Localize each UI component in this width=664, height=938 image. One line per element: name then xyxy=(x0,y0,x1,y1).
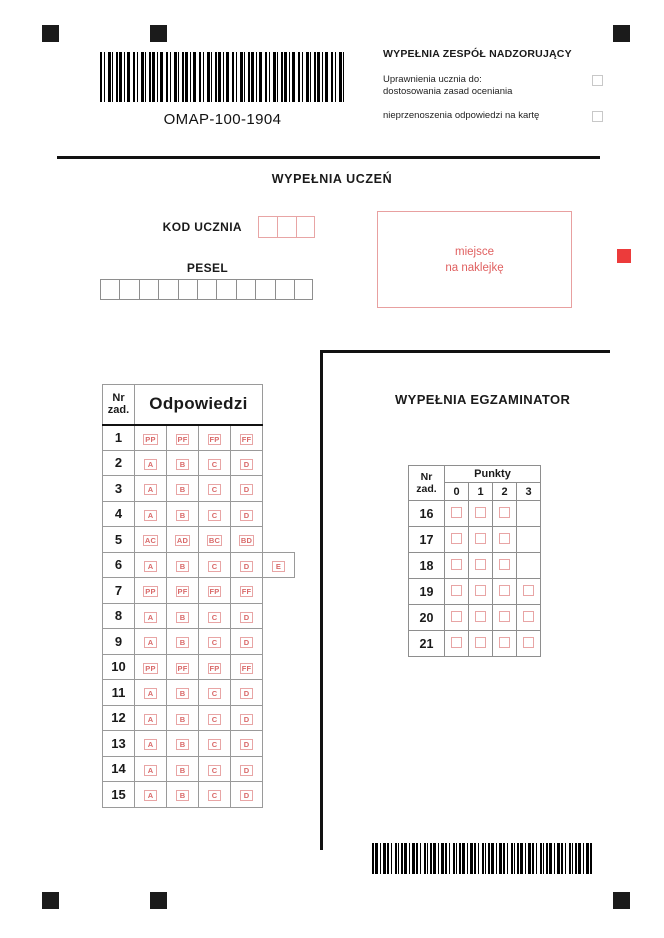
answer-option-cell[interactable] xyxy=(199,654,231,680)
supervisor-row-accommodations xyxy=(383,74,603,97)
answers-table-row xyxy=(103,527,295,553)
points-table-row xyxy=(409,579,541,605)
points-score-cell[interactable] xyxy=(445,605,469,631)
student-section-heading: WYPEŁNIA UCZEŃ xyxy=(271,172,393,186)
answer-option-cell[interactable] xyxy=(167,552,199,578)
sticker-placeholder-text xyxy=(445,244,503,276)
answer-option-box[interactable]: C xyxy=(208,612,221,623)
points-score-cell[interactable] xyxy=(493,553,517,579)
answer-option-cell-empty xyxy=(263,425,295,451)
points-row-number: 18 xyxy=(409,553,445,579)
answer-option-cell[interactable] xyxy=(167,756,199,782)
answer-option-cell[interactable] xyxy=(135,425,167,451)
points-score-cell[interactable] xyxy=(469,605,493,631)
answer-option-cell[interactable] xyxy=(231,629,263,655)
answers-row-number: 9 xyxy=(103,629,135,655)
answer-option-cell[interactable] xyxy=(199,527,231,553)
answer-option-cell[interactable] xyxy=(167,501,199,527)
answer-option-box[interactable]: BD xyxy=(240,536,253,546)
answer-option-box[interactable]: A xyxy=(144,688,157,699)
points-column-header: 2 xyxy=(493,483,517,501)
points-checkbox[interactable] xyxy=(451,533,462,544)
points-score-cell[interactable] xyxy=(469,579,493,605)
pesel-label: PESEL xyxy=(186,261,229,275)
answer-option-cell[interactable] xyxy=(135,552,167,578)
answer-option-cell-empty xyxy=(263,782,295,808)
answer-option-box[interactable]: B xyxy=(176,510,189,521)
points-checkbox[interactable] xyxy=(523,585,534,596)
answer-option-cell[interactable] xyxy=(199,578,231,604)
points-row-number: 20 xyxy=(409,605,445,631)
answer-option-box[interactable]: FP xyxy=(209,587,220,597)
answer-option-box[interactable]: B xyxy=(176,688,189,699)
points-score-cell[interactable] xyxy=(445,579,469,605)
answer-option-box[interactable]: D xyxy=(240,765,253,776)
supervisor-row-label-line1: Uprawnienia ucznia do: xyxy=(383,74,482,85)
answer-option-cell[interactable] xyxy=(167,603,199,629)
points-score-cell[interactable] xyxy=(469,501,493,527)
answer-option-cell[interactable] xyxy=(231,654,263,680)
pesel-cell[interactable] xyxy=(178,279,197,300)
points-score-cell[interactable] xyxy=(493,527,517,553)
answer-option-cell-empty xyxy=(263,756,295,782)
answer-option-cell[interactable] xyxy=(135,578,167,604)
answer-option-cell-empty xyxy=(263,680,295,706)
answer-option-box[interactable]: B xyxy=(176,612,189,623)
points-score-cell[interactable] xyxy=(517,605,541,631)
registration-mark-bottom-right xyxy=(613,892,630,909)
answer-option-box[interactable]: B xyxy=(176,561,189,572)
answers-row-number: 4 xyxy=(103,501,135,527)
supervisor-title: WYPEŁNIA ZESPÓŁ NADZORUJĄCY xyxy=(383,48,572,60)
points-score-cell-empty xyxy=(517,527,541,553)
answers-table-row xyxy=(103,425,295,451)
answer-option-box[interactable]: PF xyxy=(177,663,188,673)
points-row-number: 17 xyxy=(409,527,445,553)
answer-option-box[interactable]: D xyxy=(240,459,253,470)
answer-option-cell[interactable] xyxy=(135,629,167,655)
answer-option-cell[interactable] xyxy=(231,782,263,808)
points-score-cell[interactable] xyxy=(493,631,517,657)
points-checkbox[interactable] xyxy=(475,559,486,570)
answers-table-row xyxy=(103,756,295,782)
horizontal-divider xyxy=(57,156,600,159)
answer-option-box[interactable]: B xyxy=(176,790,189,801)
answer-option-box[interactable]: A xyxy=(144,739,157,750)
points-column-header: 3 xyxy=(517,483,541,501)
answer-option-cell[interactable] xyxy=(135,527,167,553)
points-checkbox[interactable] xyxy=(451,637,462,648)
registration-mark-bottom-left xyxy=(42,892,59,909)
supervisor-row-label-line1: nieprzenoszenia odpowiedzi na kartę xyxy=(383,110,540,121)
points-score-cell[interactable] xyxy=(469,553,493,579)
answer-option-cell[interactable] xyxy=(231,552,263,578)
answer-option-box[interactable]: PP xyxy=(145,587,156,597)
points-table-body xyxy=(409,501,541,657)
answers-table-row xyxy=(103,705,295,731)
answers-row-number: 11 xyxy=(103,680,135,706)
points-score-cell[interactable] xyxy=(493,579,517,605)
points-checkbox[interactable] xyxy=(499,611,510,622)
answer-option-box[interactable]: A xyxy=(144,790,157,801)
points-checkbox[interactable] xyxy=(451,507,462,518)
answers-table-row xyxy=(103,680,295,706)
answer-option-cell[interactable] xyxy=(167,476,199,502)
answer-option-cell[interactable] xyxy=(167,450,199,476)
pesel-cell[interactable] xyxy=(100,279,119,300)
pesel-cell[interactable] xyxy=(119,279,138,300)
points-score-cell-empty xyxy=(517,553,541,579)
answers-row-number: 12 xyxy=(103,705,135,731)
answer-option-box[interactable]: PF xyxy=(177,587,188,597)
answer-option-box[interactable]: B xyxy=(176,739,189,750)
answer-option-cell[interactable] xyxy=(135,476,167,502)
points-score-cell[interactable] xyxy=(469,527,493,553)
answer-option-box[interactable]: D xyxy=(240,688,253,699)
answer-option-box[interactable]: C xyxy=(208,510,221,521)
kod-ucznia-label: KOD UCZNIA xyxy=(162,220,242,234)
answer-option-cell[interactable] xyxy=(263,552,295,578)
answer-option-cell-empty xyxy=(263,705,295,731)
points-table-head xyxy=(409,466,541,501)
answer-option-box[interactable]: C xyxy=(208,637,221,648)
points-checkbox[interactable] xyxy=(451,559,462,570)
supervisor-checkbox-no-transfer[interactable] xyxy=(592,111,603,122)
answer-option-box[interactable]: B xyxy=(176,484,189,495)
answer-option-box[interactable]: D xyxy=(240,739,253,750)
answers-row-number: 7 xyxy=(103,578,135,604)
points-header-nr-line2: zad. xyxy=(416,483,437,495)
points-header-nr-line1: Nr xyxy=(420,471,433,483)
supervisor-row-label xyxy=(383,110,539,122)
answer-option-box[interactable]: D xyxy=(240,561,253,572)
answers-table xyxy=(102,384,295,808)
answer-option-cell[interactable] xyxy=(231,756,263,782)
points-score-cell[interactable] xyxy=(517,579,541,605)
answer-option-cell[interactable] xyxy=(199,603,231,629)
points-row-number: 19 xyxy=(409,579,445,605)
answer-option-cell[interactable] xyxy=(135,603,167,629)
points-checkbox[interactable] xyxy=(523,637,534,648)
answer-option-cell[interactable] xyxy=(167,425,199,451)
pesel-cell[interactable] xyxy=(236,279,255,300)
answers-table-row xyxy=(103,501,295,527)
answers-table-row xyxy=(103,578,295,604)
answer-option-cell[interactable] xyxy=(167,527,199,553)
answers-header-row xyxy=(103,385,295,425)
answer-option-box[interactable]: B xyxy=(176,714,189,725)
points-checkbox[interactable] xyxy=(499,507,510,518)
points-checkbox[interactable] xyxy=(475,507,486,518)
answer-option-cell[interactable] xyxy=(199,680,231,706)
supervisor-panel xyxy=(383,48,603,135)
points-column-header: 0 xyxy=(445,483,469,501)
pesel-cell[interactable] xyxy=(294,279,313,300)
answer-option-box[interactable]: A xyxy=(144,765,157,776)
answer-option-box[interactable]: B xyxy=(176,765,189,776)
answer-option-cell-empty xyxy=(263,603,295,629)
answer-option-box[interactable]: C xyxy=(208,561,221,572)
answer-option-cell[interactable] xyxy=(199,629,231,655)
answers-header-nr-line2: zad. xyxy=(107,404,130,417)
examiner-section-title: WYPEŁNIA EGZAMINATOR xyxy=(395,392,571,407)
points-table-row xyxy=(409,631,541,657)
pesel-cell[interactable] xyxy=(216,279,235,300)
answer-option-box[interactable]: C xyxy=(208,459,221,470)
kod-ucznia-cell[interactable] xyxy=(296,216,315,238)
answer-option-box[interactable]: D xyxy=(240,510,253,521)
answer-option-cell[interactable] xyxy=(199,782,231,808)
answer-option-cell-empty xyxy=(263,450,295,476)
answers-row-number: 10 xyxy=(103,654,135,680)
registration-mark-top-middle xyxy=(150,25,167,42)
answer-option-box[interactable]: AD xyxy=(176,536,189,546)
answer-option-box[interactable]: D xyxy=(240,790,253,801)
answers-table-row xyxy=(103,552,295,578)
answer-option-box[interactable]: D xyxy=(240,637,253,648)
points-checkbox[interactable] xyxy=(475,637,486,648)
answer-option-box[interactable]: A xyxy=(144,612,157,623)
answer-option-box[interactable]: C xyxy=(208,765,221,776)
registration-mark-top-right xyxy=(613,25,630,42)
kod-ucznia-grid[interactable] xyxy=(258,216,315,238)
points-checkbox[interactable] xyxy=(499,585,510,596)
answer-option-box[interactable]: FF xyxy=(241,663,252,673)
answer-option-cell[interactable] xyxy=(199,552,231,578)
answers-table-body xyxy=(103,425,295,808)
answer-option-box[interactable]: C xyxy=(208,688,221,699)
points-checkbox[interactable] xyxy=(475,611,486,622)
answer-option-cell[interactable] xyxy=(167,654,199,680)
kod-ucznia-field xyxy=(100,216,315,238)
answer-option-cell[interactable] xyxy=(167,705,199,731)
points-score-cell[interactable] xyxy=(493,605,517,631)
answer-option-cell[interactable] xyxy=(199,450,231,476)
answer-option-cell[interactable] xyxy=(231,705,263,731)
pesel-cell[interactable] xyxy=(255,279,274,300)
answers-table-row xyxy=(103,603,295,629)
answers-header-nr-line1: Nr xyxy=(112,392,125,405)
answer-option-box[interactable]: A xyxy=(144,637,157,648)
answers-row-number: 13 xyxy=(103,731,135,757)
answer-option-box[interactable]: FP xyxy=(209,663,220,673)
answer-option-cell[interactable] xyxy=(199,731,231,757)
answer-option-cell[interactable] xyxy=(199,756,231,782)
answer-option-cell[interactable] xyxy=(135,450,167,476)
answer-option-cell[interactable] xyxy=(167,629,199,655)
answer-option-cell[interactable] xyxy=(199,425,231,451)
answers-table-row xyxy=(103,629,295,655)
points-table xyxy=(408,465,541,657)
points-row-number: 21 xyxy=(409,631,445,657)
answer-option-cell[interactable] xyxy=(167,680,199,706)
points-score-cell-empty xyxy=(517,501,541,527)
answers-table-row xyxy=(103,654,295,680)
answer-option-cell[interactable] xyxy=(135,782,167,808)
answer-option-cell[interactable] xyxy=(199,705,231,731)
pesel-cell[interactable] xyxy=(275,279,294,300)
points-header-nr xyxy=(409,466,445,501)
points-score-cell[interactable] xyxy=(493,501,517,527)
barcode-icon xyxy=(100,52,345,102)
bottom-barcode-icon xyxy=(372,843,594,874)
answers-table-row xyxy=(103,731,295,757)
points-checkbox[interactable] xyxy=(499,533,510,544)
answer-option-box[interactable]: E xyxy=(272,561,285,572)
supervisor-row-label-line2: dostosowania zasad oceniania xyxy=(383,85,513,97)
answer-option-box[interactable]: A xyxy=(144,714,157,725)
answer-option-box[interactable]: FF xyxy=(241,434,252,444)
answer-option-box[interactable]: C xyxy=(208,714,221,725)
answer-option-cell[interactable] xyxy=(231,425,263,451)
answer-option-box[interactable]: C xyxy=(208,484,221,495)
answer-option-cell-empty xyxy=(263,731,295,757)
answer-option-cell-empty xyxy=(263,476,295,502)
points-row-number: 16 xyxy=(409,501,445,527)
pesel-cell[interactable] xyxy=(197,279,216,300)
answer-option-cell[interactable] xyxy=(167,731,199,757)
answers-row-number: 3 xyxy=(103,476,135,502)
kod-ucznia-cell[interactable] xyxy=(258,216,277,238)
points-column-header: 1 xyxy=(469,483,493,501)
answer-option-cell[interactable] xyxy=(231,527,263,553)
answer-option-cell[interactable] xyxy=(231,680,263,706)
points-checkbox[interactable] xyxy=(499,559,510,570)
answers-row-number: 1 xyxy=(103,425,135,451)
answers-row-number: 6 xyxy=(103,552,135,578)
answer-option-box[interactable]: A xyxy=(144,561,157,572)
answer-option-cell[interactable] xyxy=(167,578,199,604)
answer-option-cell[interactable] xyxy=(199,501,231,527)
points-score-cell[interactable] xyxy=(445,631,469,657)
points-score-cell[interactable] xyxy=(517,631,541,657)
answers-table-row xyxy=(103,782,295,808)
points-checkbox[interactable] xyxy=(451,585,462,596)
answer-option-cell[interactable] xyxy=(231,603,263,629)
sticker-text-line1: miejsce xyxy=(455,245,494,258)
answer-option-cell[interactable] xyxy=(135,756,167,782)
points-header-punkty: Punkty xyxy=(445,466,541,483)
answers-row-number: 8 xyxy=(103,603,135,629)
points-checkbox[interactable] xyxy=(475,585,486,596)
answer-option-cell[interactable] xyxy=(135,501,167,527)
points-score-cell[interactable] xyxy=(445,501,469,527)
points-checkbox[interactable] xyxy=(475,533,486,544)
pesel-cell[interactable] xyxy=(139,279,158,300)
answer-option-box[interactable]: C xyxy=(208,790,221,801)
supervisor-checkbox-accommodations[interactable] xyxy=(592,75,603,86)
answer-option-cell[interactable] xyxy=(231,476,263,502)
answers-row-number: 5 xyxy=(103,527,135,553)
barcode-label: OMAP-100-1904 xyxy=(163,111,282,128)
answer-option-cell[interactable] xyxy=(167,782,199,808)
points-header-row-group xyxy=(409,466,541,483)
answer-option-box[interactable]: A xyxy=(144,459,157,470)
answer-option-box[interactable]: A xyxy=(144,484,157,495)
answers-table-row xyxy=(103,450,295,476)
registration-mark-bottom-middle xyxy=(150,892,167,909)
answer-option-cell[interactable] xyxy=(135,731,167,757)
answer-option-box[interactable]: D xyxy=(240,612,253,623)
answer-option-box[interactable]: AC xyxy=(144,536,157,546)
points-checkbox[interactable] xyxy=(499,637,510,648)
answer-option-box[interactable]: D xyxy=(240,714,253,725)
answers-table-head xyxy=(103,385,295,425)
answers-row-number: 2 xyxy=(103,450,135,476)
answers-row-number: 14 xyxy=(103,756,135,782)
answer-option-box[interactable]: PP xyxy=(145,663,156,673)
answer-option-cell[interactable] xyxy=(135,705,167,731)
answer-option-box[interactable]: C xyxy=(208,739,221,750)
answers-header-nr xyxy=(103,385,135,425)
answer-option-box[interactable]: BC xyxy=(208,536,221,546)
answer-option-cell-empty xyxy=(263,578,295,604)
answer-option-box[interactable]: B xyxy=(176,637,189,648)
answer-option-cell[interactable] xyxy=(231,450,263,476)
answers-table-row xyxy=(103,476,295,502)
answer-option-box[interactable]: B xyxy=(176,459,189,470)
answer-option-cell-empty xyxy=(263,654,295,680)
points-score-cell[interactable] xyxy=(445,553,469,579)
points-table-row xyxy=(409,527,541,553)
answers-header-odpowiedzi: Odpowiedzi xyxy=(135,385,263,425)
registration-mark-red-right xyxy=(617,249,631,263)
points-table-row xyxy=(409,605,541,631)
answer-option-box[interactable]: PF xyxy=(177,434,188,444)
answer-option-cell[interactable] xyxy=(231,501,263,527)
points-checkbox[interactable] xyxy=(451,611,462,622)
answer-option-box[interactable]: A xyxy=(144,510,157,521)
answer-option-cell-empty xyxy=(263,527,295,553)
pesel-cell[interactable] xyxy=(158,279,177,300)
answer-option-cell[interactable] xyxy=(135,680,167,706)
points-table-row xyxy=(409,501,541,527)
answer-option-cell[interactable] xyxy=(199,476,231,502)
points-score-cell[interactable] xyxy=(445,527,469,553)
answer-option-cell[interactable] xyxy=(231,578,263,604)
kod-ucznia-cell[interactable] xyxy=(277,216,296,238)
answer-option-cell[interactable] xyxy=(231,731,263,757)
points-checkbox[interactable] xyxy=(523,611,534,622)
answers-row-number: 15 xyxy=(103,782,135,808)
pesel-grid[interactable] xyxy=(100,279,313,300)
answer-option-box[interactable]: FP xyxy=(209,434,220,444)
supervisor-row-no-transfer xyxy=(383,110,603,122)
answer-option-box[interactable]: PP xyxy=(145,434,156,444)
answer-option-cell-empty xyxy=(263,501,295,527)
answer-option-cell-empty xyxy=(263,629,295,655)
answer-option-box[interactable]: D xyxy=(240,484,253,495)
registration-mark-top-left xyxy=(42,25,59,42)
sticker-placeholder-box xyxy=(377,211,572,308)
top-barcode-block xyxy=(100,52,345,128)
points-table-row xyxy=(409,553,541,579)
sticker-text-line2: na naklejkę xyxy=(445,261,504,274)
answer-option-cell[interactable] xyxy=(135,654,167,680)
points-score-cell[interactable] xyxy=(469,631,493,657)
supervisor-row-label xyxy=(383,74,512,97)
answer-option-box[interactable]: FF xyxy=(241,587,252,597)
